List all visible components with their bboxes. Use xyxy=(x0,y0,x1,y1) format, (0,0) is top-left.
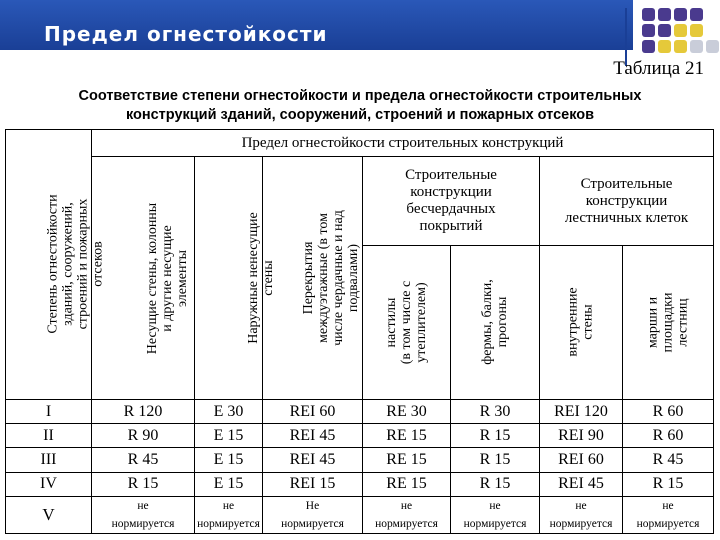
header-outer-walls: Наружные ненесущие стены xyxy=(195,157,263,400)
fire-resistance-table xyxy=(5,129,714,534)
slide-title: Предел огнестойкости xyxy=(44,22,328,46)
header-degree: Степень огнестойкости зданий, сооружений, строений и пожарных отсеков xyxy=(6,130,92,400)
degree-cell: III xyxy=(6,448,92,472)
degree-cell: V xyxy=(6,496,92,533)
caption-line-1: Соответствие степени огнестойкости и предела огнестойкости строительных xyxy=(78,88,642,104)
table-row: V не нормируется не нормируется Не нормируется не нормируется не нормируется не нормируется не нормируется xyxy=(6,496,714,533)
header-stairs-group: Строительные конструкции лестничных клеток xyxy=(540,157,714,246)
header-inner-walls: внутренние стены xyxy=(540,245,623,399)
table-number: Таблица 21 xyxy=(613,58,704,79)
degree-cell: II xyxy=(6,424,92,448)
degree-cell: IV xyxy=(6,472,92,496)
table-row: IV R 15 E 15 REI 15 RE 15 R 15 REI 45 R 15 xyxy=(6,472,714,496)
table-row: II R 90 E 15 REI 45 RE 15 R 15 REI 90 R 60 xyxy=(6,424,714,448)
caption-line-2: конструкций зданий, сооружений, строений и пожарных отсеков xyxy=(125,107,595,123)
header-bearing-walls: Несущие стены, колонны и другие несущие элементы xyxy=(92,157,195,400)
title-banner xyxy=(0,0,633,50)
decorative-dot-grid xyxy=(640,6,720,56)
table-row: III R 45 E 15 REI 45 RE 15 R 15 REI 60 R 45 xyxy=(6,448,714,472)
table-caption xyxy=(20,87,700,125)
header-roof-group: Строительные конструкции бесчердачных покрытий xyxy=(363,157,540,246)
header-decking: настилы (в том числе с утеплителем) xyxy=(363,245,451,399)
header-flights: марши и площадки лестниц xyxy=(623,245,714,399)
degree-cell: I xyxy=(6,399,92,423)
header-limit: Предел огнестойкости строительных конструкций xyxy=(92,130,714,157)
table-row: I R 120 E 30 REI 60 RE 30 R 30 REI 120 R 60 xyxy=(6,399,714,423)
header-floors: Перекрытия междуэтажные (в том числе чердачные и над подвалами) xyxy=(263,157,363,400)
header-trusses: фермы, балки, прогоны xyxy=(451,245,540,399)
